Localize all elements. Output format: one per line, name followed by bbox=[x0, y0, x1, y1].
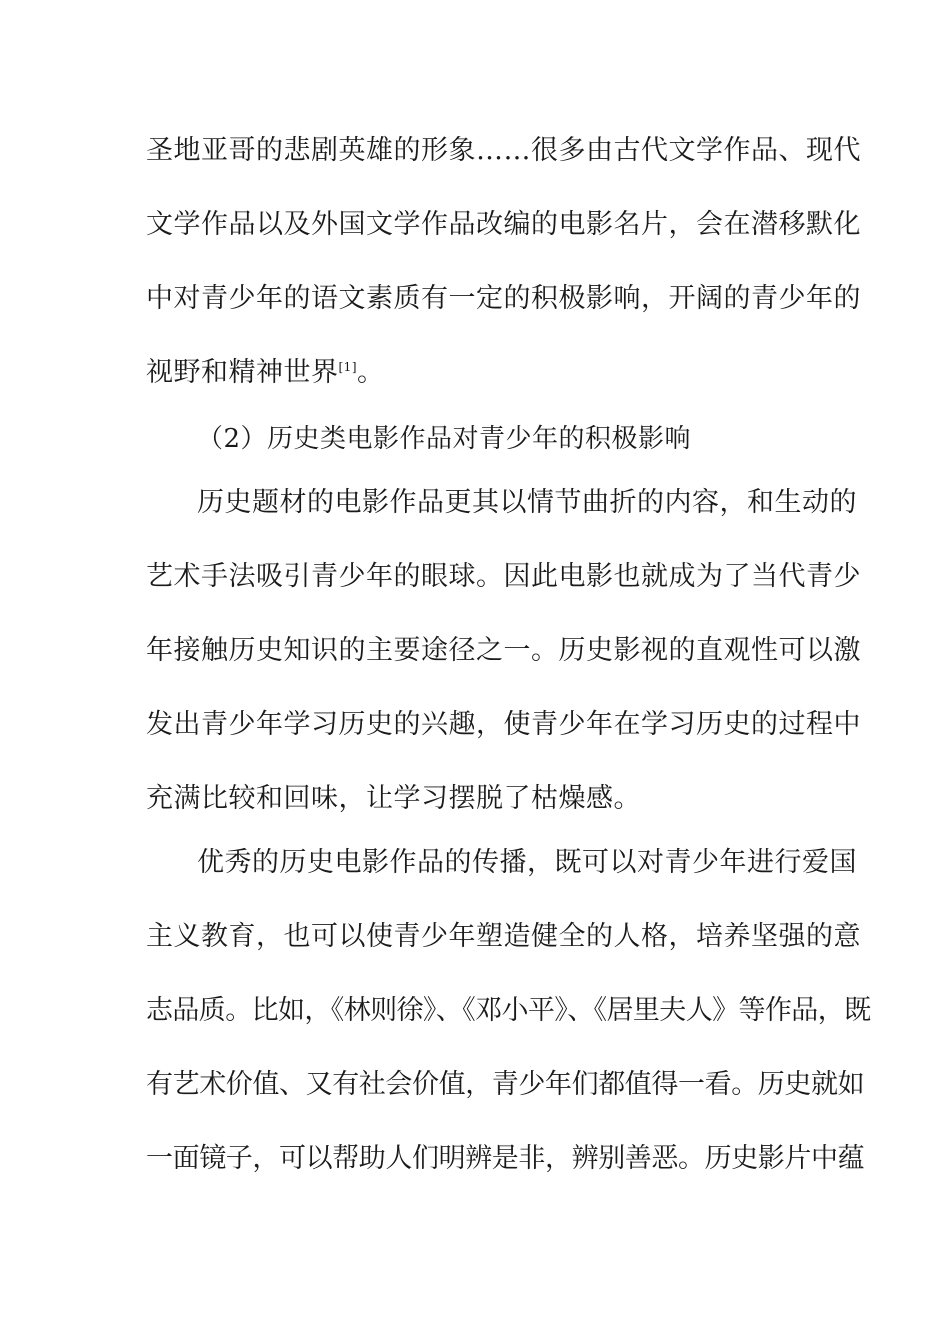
paragraph-1-last-text: 视野和精神世界 bbox=[146, 357, 339, 388]
paragraph-1-end-punct: 。 bbox=[357, 357, 385, 388]
paragraph-3-line-3: 志品质。比如，《林则徐》、《邓小平》、《居里夫人》等作品，既 bbox=[146, 995, 871, 1026]
paragraph-3-line-5: 一面镜子，可以帮助人们明辨是非，辨别善恶。历史影片中蕴 bbox=[146, 1143, 865, 1174]
paragraph-3-line-1: 优秀的历史电影作品的传播，既可以对青少年进行爱国 bbox=[197, 847, 857, 878]
paragraph-2-line-2: 艺术手法吸引青少年的眼球。因此电影也就成为了当代青少 bbox=[146, 561, 861, 592]
paragraph-1-line-3: 中对青少年的语文素质有一定的积极影响，开阔的青少年的 bbox=[146, 283, 861, 314]
paragraph-2-line-3: 年接触历史知识的主要途径之一。历史影视的直观性可以激 bbox=[146, 635, 861, 666]
paragraph-1-line-1: 圣地亚哥的悲剧英雄的形象……很多由古代文学作品、现代 bbox=[146, 135, 861, 166]
paragraph-3-line-2: 主义教育，也可以使青少年塑造健全的人格，培养坚强的意 bbox=[146, 921, 861, 952]
paragraph-2-line-1: 历史题材的电影作品更其以情节曲折的内容，和生动的 bbox=[197, 487, 857, 518]
paragraph-2-line-5: 充满比较和回味，让学习摆脱了枯燥感。 bbox=[146, 783, 641, 814]
paragraph-3-line-4: 有艺术价值、又有社会价值，青少年们都值得一看。历史就如 bbox=[146, 1069, 865, 1100]
paragraph-1-line-4 bbox=[146, 357, 385, 389]
citation-marker: [1] bbox=[338, 360, 357, 374]
paragraph-1-line-2: 文学作品以及外国文学作品改编的电影名片，会在潜移默化 bbox=[146, 209, 861, 240]
section-heading: （2）历史类电影作品对青少年的积极影响 bbox=[197, 424, 692, 454]
paragraph-2-line-4: 发出青少年学习历史的兴趣，使青少年在学习历史的过程中 bbox=[146, 709, 861, 740]
